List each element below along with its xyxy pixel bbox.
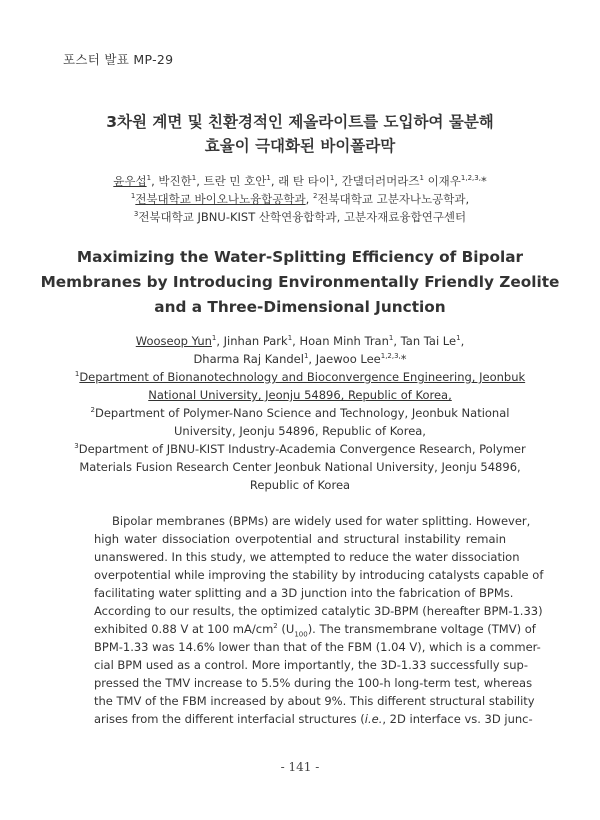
affiliation-mark: 1 (329, 174, 335, 183)
page-number: - 141 - (280, 760, 320, 774)
korean-title-line-1: 3차원 계면 및 친환경적인 제올라이트를 도입하여 물분해 (106, 113, 494, 131)
english-author: Dharma Raj Kandel (193, 352, 304, 366)
corresponding-mark: * (480, 174, 487, 188)
korean-affiliation-3: 전북대학교 JBNU-KIST 산학연융합학과, 고분자재료융합연구센터 (138, 210, 467, 224)
affiliation-text: Department of JBNU-KIST Industry-Academia Convergence Research, Polymer (78, 442, 526, 456)
korean-affiliation-1: 전북대학교 바이오나노융합공학과 (135, 192, 306, 206)
english-title-line-1: Maximizing the Water-Splitting Efficiency of Bipolar (76, 248, 524, 266)
abstract-text: ). The transmembrane voltage (TMV) of (307, 622, 536, 636)
english-author: , Jinhan Park (216, 334, 288, 348)
korean-affiliation-2: 전북대학교 고분자나노공학과, (317, 192, 470, 206)
abstract-line: facilitating water splitting and a 3D junction into the fabrication of BPMs. (94, 586, 514, 600)
abstract-line: unanswered. In this study, we attempted to reduce the water dissociation (94, 550, 520, 564)
separator: , (460, 334, 465, 348)
affiliation-text: National University, Jeonju 54896, Republic of Korea, (148, 388, 452, 402)
affiliation-mark: 1 (287, 334, 293, 343)
english-title-line-2: Membranes by Introducing Environmentally Friendly Zeolite (40, 273, 560, 291)
english-affiliation-3-line-1 (0, 440, 600, 458)
affiliation-mark: 1 (419, 174, 424, 183)
affiliation-mark: 1 (146, 174, 152, 183)
english-authors-line-2 (0, 350, 600, 368)
abstract-italic: i.e. (364, 712, 383, 726)
abstract-body (94, 512, 544, 728)
abstract-line (94, 710, 533, 728)
abstract-line: According to our results, the optimized catalytic 3D-BPM (hereafter BPM-1.33) (94, 604, 543, 618)
superscript: 2 (273, 622, 278, 631)
abstract-text: arises from the different interfacial structures ( (94, 712, 365, 726)
abstract-line: the TMV of the FBM increased by about 9%. This different structural stability (94, 694, 535, 708)
korean-author: , 래 탄 타이 (270, 174, 330, 188)
affiliation-mark: 3 (74, 442, 79, 451)
affiliation-mark: 1 (456, 334, 461, 343)
abstract-line: pressed the TMV increase to 5.5% during the 100-h long-term test, whereas (94, 676, 533, 690)
abstract-text: (U (277, 622, 295, 636)
english-affiliation-1-line-2 (0, 386, 600, 404)
english-author: , Hoan Minh Tran (292, 334, 389, 348)
abstract-line: high water dissociation overpotential and structural instability remain (94, 532, 506, 546)
english-title-line-3: and a Three-Dimensional Junction (154, 298, 446, 316)
affiliation-mark: 1,2,3, (460, 174, 481, 183)
affiliation-text: Department of Polymer-Nano Science and Technology, Jeonbuk National (95, 406, 510, 420)
korean-authors (0, 172, 600, 190)
abstract-line: BPM-1.33 was 14.6% lower than that of the FBM (1.04 V), which is a commer- (94, 640, 541, 654)
english-affiliation-2-line-1 (0, 404, 600, 422)
korean-author: , 간댈더러머라즈 (334, 174, 420, 188)
affiliation-mark: 2 (312, 192, 318, 201)
affiliation-mark: 1 (130, 192, 136, 201)
affiliation-mark: 1 (191, 174, 197, 183)
korean-affiliations-line-1 (0, 190, 600, 208)
affiliation-mark: 2 (90, 406, 95, 415)
english-affiliation-1-line-1 (0, 368, 600, 386)
affiliation-mark: 1 (303, 352, 309, 361)
english-presenting-author: Wooseop Yun (135, 334, 212, 348)
korean-affiliations-line-2 (0, 208, 600, 226)
subscript: 100 (294, 630, 308, 639)
affiliation-mark: 1,2,3, (380, 352, 401, 361)
korean-author: 이재우 (423, 174, 461, 188)
corresponding-mark: * (400, 352, 407, 366)
affiliation-mark: 1 (266, 174, 271, 183)
affiliation-mark: 1 (388, 334, 394, 343)
korean-author: , 트란 민 호안 (196, 174, 267, 188)
english-affiliation-2-line-2: University, Jeonju 54896, Republic of Korea, (174, 424, 426, 438)
affiliation-mark: 1 (211, 334, 217, 343)
affiliation-mark: 3 (133, 210, 139, 219)
english-affiliation-3-line-2: Materials Fusion Research Center Jeonbuk National University, Jeonju 54896, (79, 460, 521, 474)
english-authors-line-1 (0, 332, 600, 350)
korean-title-line-2: 효율이 극대화된 바이폴라막 (204, 137, 396, 155)
english-affiliation-3-line-3: Republic of Korea (249, 478, 351, 492)
korean-presenting-author: 윤우섭 (113, 174, 147, 188)
abstract-line (94, 620, 536, 639)
affiliation-text: Department of Bionanotechnology and Bioconvergence Engineering, Jeonbuk (79, 370, 526, 384)
abstract-text: , 2D interface vs. 3D junc- (382, 712, 533, 726)
poster-label: 포스터 발표 MP-29 (63, 52, 174, 67)
separator: , (305, 192, 313, 206)
affiliation-mark: 1 (74, 370, 80, 379)
english-author: , Jaewoo Lee (308, 352, 381, 366)
abstract-line: overpotential while improving the stability by introducing catalysts capable of (94, 568, 544, 582)
abstract-text: exhibited 0.88 V at 100 mA/cm (94, 622, 274, 636)
english-author: , Tan Tai Le (393, 334, 457, 348)
abstract-line: Bipolar membranes (BPMs) are widely used for water splitting. However, (112, 514, 531, 528)
korean-author: , 박진한 (151, 174, 192, 188)
abstract-line: cial BPM used as a control. More importantly, the 3D-1.33 successfully sup- (94, 658, 529, 672)
